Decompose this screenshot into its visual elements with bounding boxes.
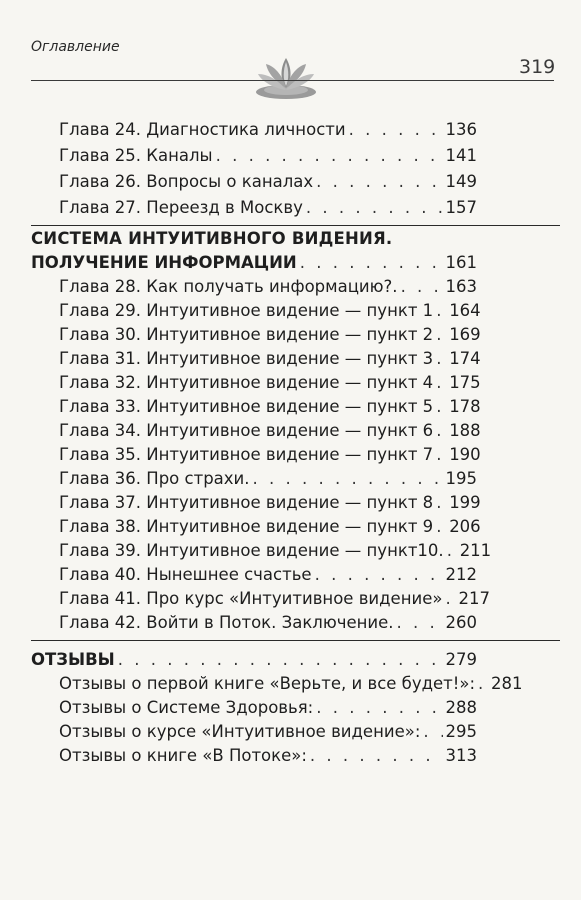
entry-page: 141 [445, 146, 477, 165]
entry-page: 199 [449, 493, 481, 512]
entry-page: 163 [445, 277, 477, 296]
toc-entry [59, 539, 492, 563]
section-title-line2: ПОЛУЧЕНИЕ ИНФОРМАЦИИ [31, 253, 297, 272]
lotus-icon [252, 52, 320, 104]
section-rule [31, 225, 560, 226]
toc-entry [59, 118, 477, 142]
entry-page: 178 [449, 397, 481, 416]
header-rule [31, 80, 554, 81]
entry-page: 206 [449, 517, 481, 536]
toc-entry [59, 371, 481, 395]
toc-entry [59, 720, 477, 744]
entry-title: Глава 35. Интуитивное видение — пункт 7 [59, 445, 434, 464]
section-page: 161 [445, 253, 477, 272]
toc-entry [59, 491, 481, 515]
toc-entry [59, 170, 477, 194]
toc-entry [59, 563, 477, 587]
entry-title: Отзывы о книге «В Потоке»: [59, 746, 307, 765]
entry-page: 175 [449, 373, 481, 392]
toc-entry [59, 395, 481, 419]
section-title-line1: СИСТЕМА ИНТУИТИВНОГО ВИДЕНИЯ. [31, 229, 393, 248]
section-page: 279 [445, 650, 477, 669]
entry-title: Глава 36. Про страхи. [59, 469, 250, 488]
entry-title: Глава 39. Интуитивное видение — пункт10. [59, 541, 444, 560]
entry-title: Глава 41. Про курс «Интуитивное видение» [59, 589, 443, 608]
toc-entry [59, 443, 481, 467]
entry-title: Глава 33. Интуитивное видение — пункт 5 [59, 397, 434, 416]
toc-entry [59, 419, 481, 443]
entry-title: Глава 29. Интуитивное видение — пункт 1 [59, 301, 434, 320]
toc-entry [59, 299, 481, 323]
section-rule [31, 640, 560, 641]
entry-page: 169 [449, 325, 481, 344]
toc-entry [59, 587, 490, 611]
entry-title: Глава 31. Интуитивное видение — пункт 3 [59, 349, 434, 368]
section-entry [31, 251, 477, 275]
entry-page: 212 [445, 565, 477, 584]
toc-entry [59, 467, 477, 491]
toc-entry [59, 144, 477, 168]
entry-title: Глава 26. Вопросы о каналах [59, 172, 314, 191]
entry-page: 195 [445, 469, 477, 488]
running-head: Оглавление [31, 39, 120, 55]
section-title: ОТЗЫВЫ [31, 650, 115, 669]
entry-title: Глава 30. Интуитивное видение — пункт 2 [59, 325, 434, 344]
entry-page: 295 [445, 722, 477, 741]
entry-page: 190 [449, 445, 481, 464]
entry-page: 288 [445, 698, 477, 717]
toc-entry [59, 323, 481, 347]
entry-title: Отзывы о Системе Здоровья: [59, 698, 314, 717]
entry-title: Глава 34. Интуитивное видение — пункт 6 [59, 421, 434, 440]
page-number: 319 [519, 56, 556, 78]
entry-page: 157 [445, 198, 477, 217]
toc-entry [59, 196, 477, 220]
entry-page: 188 [449, 421, 481, 440]
toc-entry [59, 611, 477, 635]
entry-page: 260 [445, 613, 477, 632]
entry-title: Отзывы о курсе «Интуитивное видение»: [59, 722, 421, 741]
entry-page: 174 [449, 349, 481, 368]
entry-page: 136 [445, 120, 477, 139]
entry-title: Отзывы о первой книге «Верьте, и все будет!»: [59, 674, 476, 693]
entry-title: Глава 25. Каналы [59, 146, 213, 165]
entry-title: Глава 40. Нынешнее счастье [59, 565, 312, 584]
entry-page: 217 [458, 589, 490, 608]
entry-title: Глава 24. Диагностика личности [59, 120, 346, 139]
entry-page: 211 [459, 541, 492, 560]
toc-entry [59, 347, 481, 371]
toc-entry [59, 696, 477, 720]
entry-page: 313 [445, 746, 477, 765]
entry-title: Глава 27. Переезд в Москву [59, 198, 303, 217]
entry-title: Глава 28. Как получать информацию?. [59, 277, 398, 296]
toc-entry [59, 672, 523, 696]
entry-page: 149 [445, 172, 477, 191]
entry-title: Глава 32. Интуитивное видение — пункт 4 [59, 373, 434, 392]
toc-entry [59, 744, 477, 768]
entry-title: Глава 38. Интуитивное видение — пункт 9 [59, 517, 434, 536]
entry-title: Глава 42. Войти в Поток. Заключение. [59, 613, 394, 632]
entry-page: 164 [449, 301, 481, 320]
section-entry [31, 648, 477, 672]
toc-entry [59, 515, 481, 539]
entry-title: Глава 37. Интуитивное видение — пункт 8 [59, 493, 434, 512]
toc-entry [59, 275, 477, 299]
entry-page: 281 [491, 674, 523, 693]
